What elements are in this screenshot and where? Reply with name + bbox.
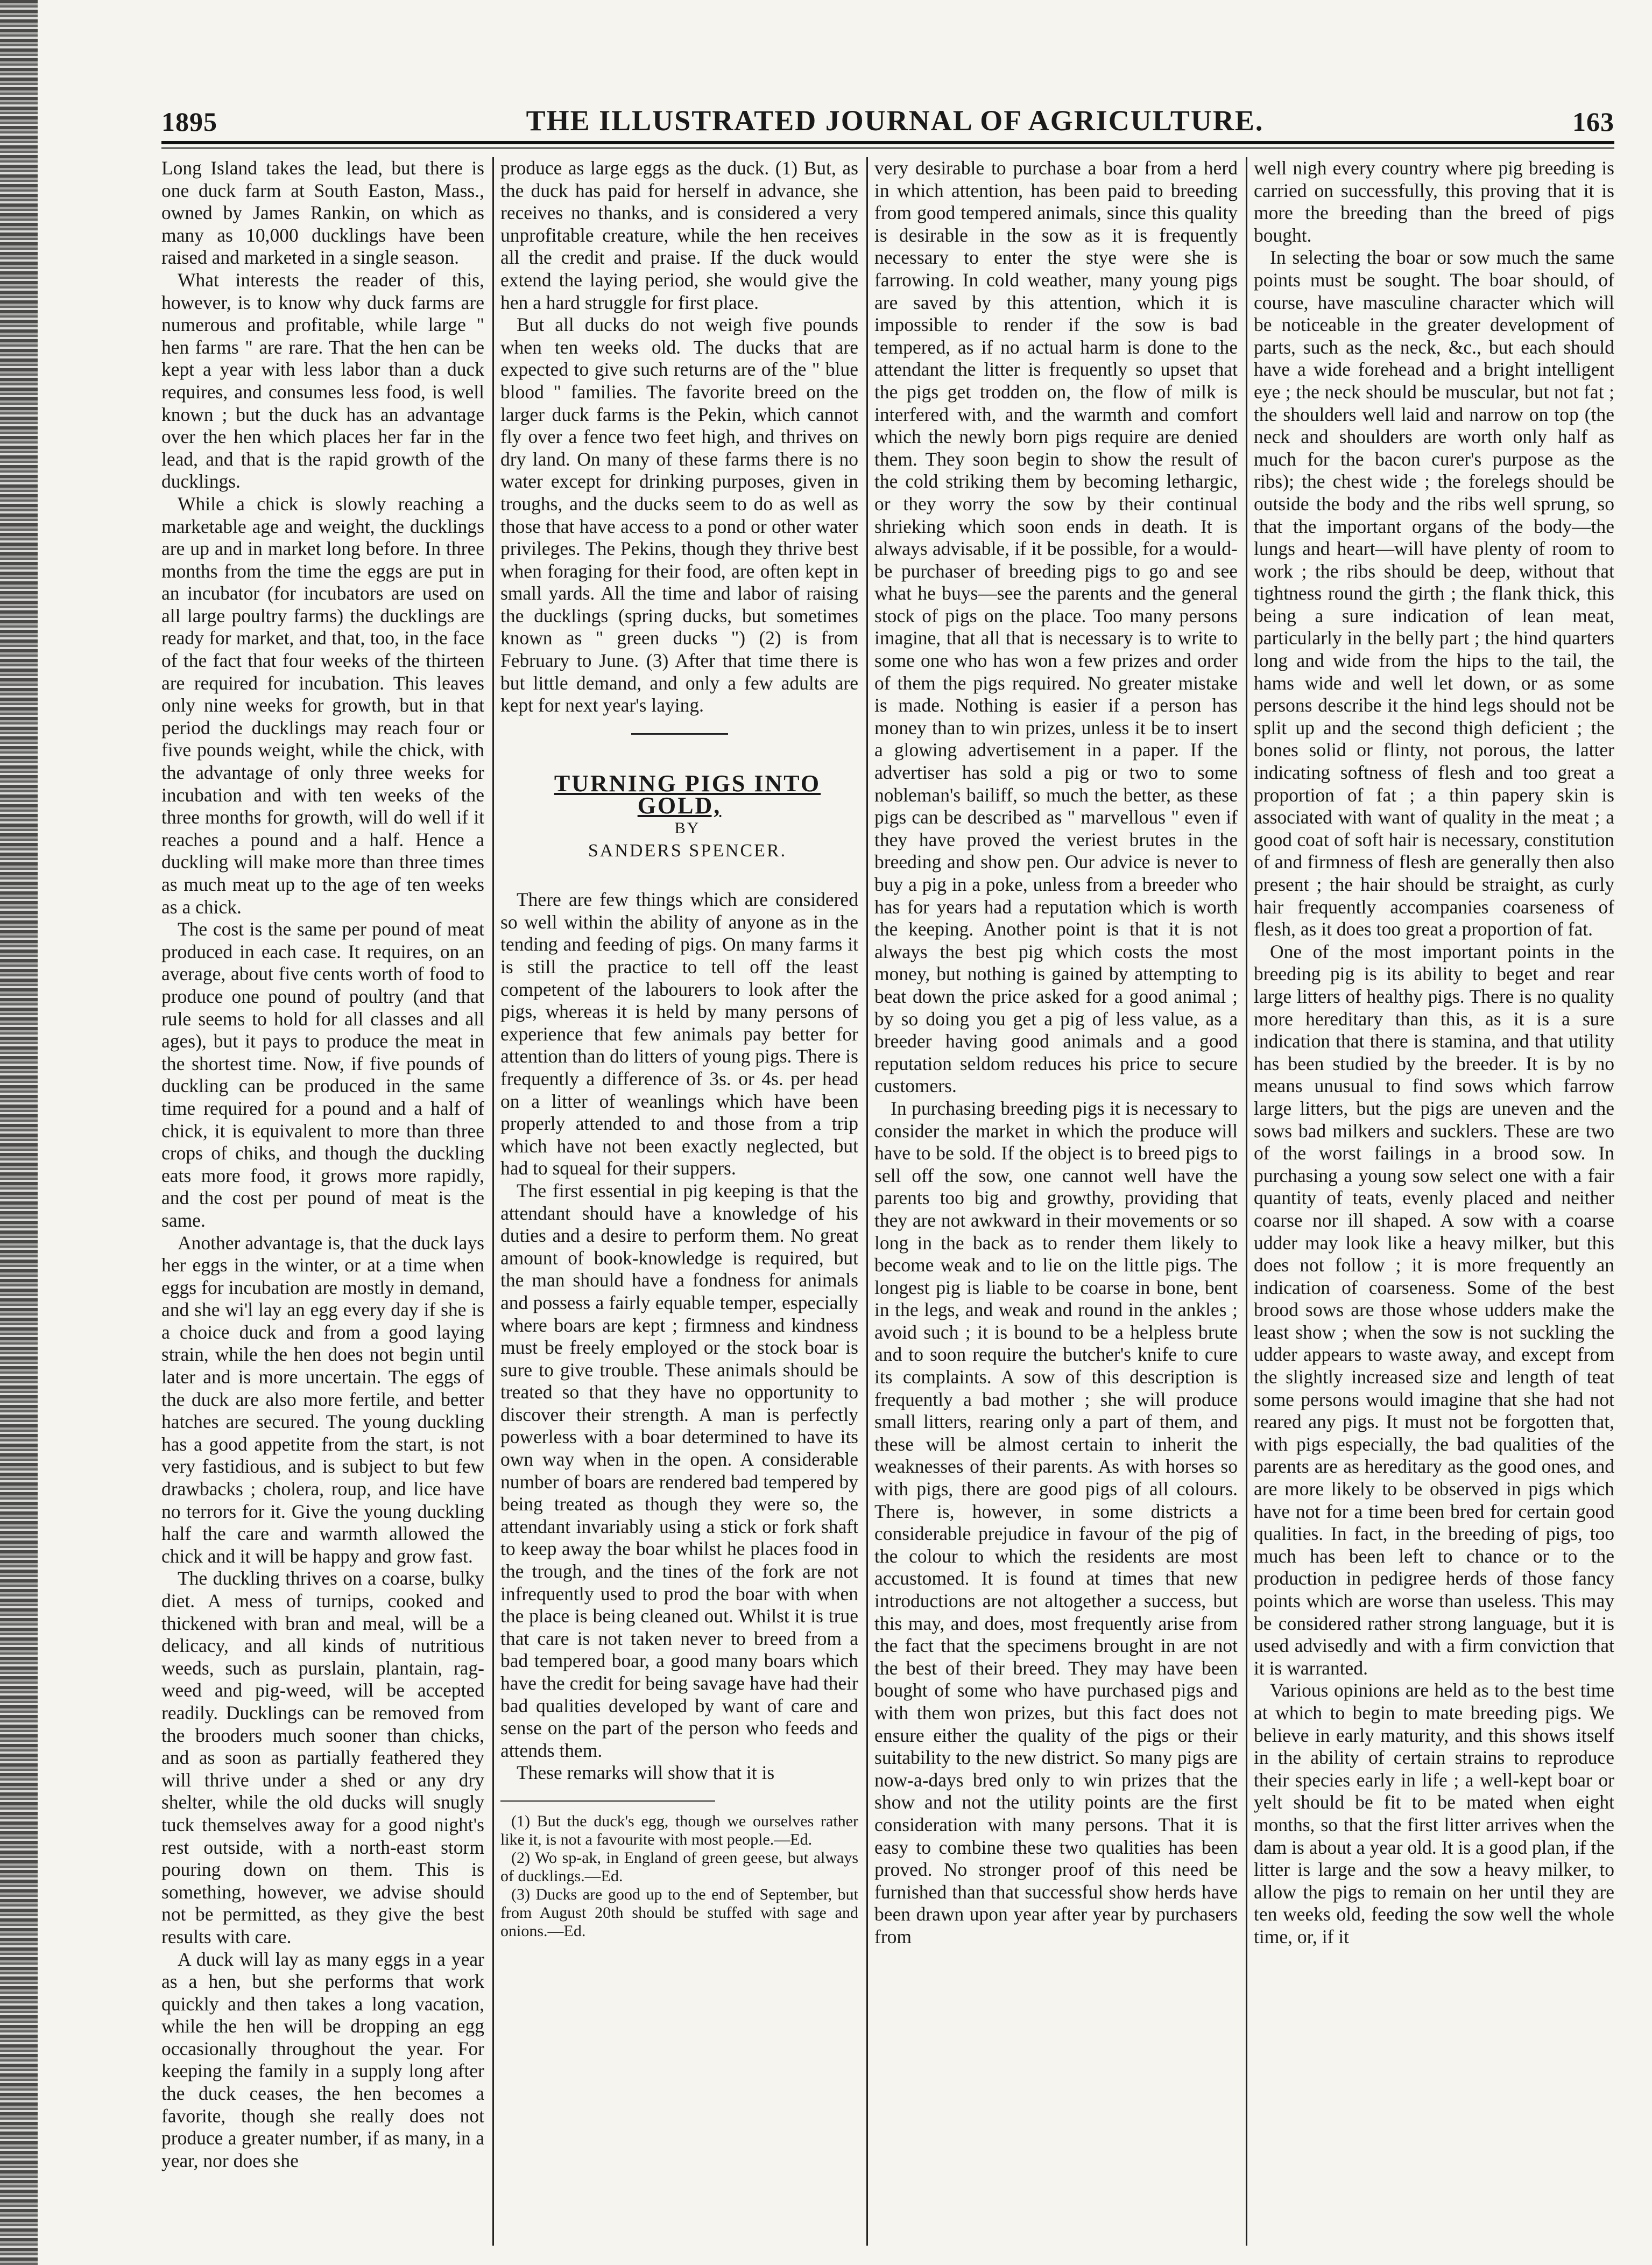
article-author: SANDERS SPENCER. [588,840,787,861]
footnote-rule [500,1800,715,1802]
header-rule-thick [161,141,1614,144]
paragraph: These remarks will show that it is [517,1762,775,1784]
paragraph: But all ducks do not weigh five pounds when ten weeks old. The ducks that are expected to give such returns are of the " blue blood " families. The favorite breed on the larger duck farms is the Pekin, which cannot fly over a fence two feet high, and thrives on dry land. On many of these farms there is no water except for drinking purposes, given in troughs, and the ducks seem to do as well as those that have access to a pond or other water privileges. The Pekins, though they thrive best when foraging for their food, are often kept in small yards. All the time and labor of raising the ducklings (spring ducks, but sometimes known as " green ducks ") (2) is from February to June. (3) After that time there is but little demand, and only a few adults are kept for next year's laying. [500,314,858,716]
journal-title: THE ILLUSTRATED JOURNAL OF AGRICULTURE. [526,104,1264,137]
page-number: 163 [1572,107,1614,137]
paragraph: The duckling thrives on a coarse, bulky diet. A mess of turnips, cooked and thickened with bran and meal, will be a delicacy, and all kinds of nutritious weeds, such as purslain, plantain, rag-weed and pig-weed, will be accepted readily. Ducklings can be removed from the brooders much sooner than chicks, and as soon as partially feathered they will thrive under a shed or any dry shelter, while the old ducks will snugly tuck themselves away for a good night's rest outside, with a north-east storm pouring down on them. This is something, however, we advise should not be permitted, as they give the best results with care. [161,1567,484,1947]
header-rule-thin [161,147,1614,149]
paragraph: One of the most important points in the breeding pig is its ability to beget and rear large litters of healthy pigs. There is no quality more hereditary than this, as it is a sure indication that there is stamina, and that utility has been studied by the breeder. It is by no means unusual to find sows which farrow large litters, but the pigs are uneven and the sows bad milkers and sucklers. These are two of the worst failings in a brood sow. In purchasing a young sow select one with a fair quantity of teats, evenly placed and neither coarse nor ill shaped. A sow with a coarse udder may look like a heavy milker, but this does not follow ; it is more frequently an indication of coarseness. Some of the best brood sows are those whose udders make the least show ; when the sow is not suckling the udder appears to waste away, and except from the slightly increased size and length of teat some persons would imagine that she had not reared any pigs. It must not be forgotten that, with pigs especially, the bad qualities of the parents are as hereditary as the good ones, and are more likely to be observed in pigs which have not for a time been bred for certain good qualities. In fact, in the breeding of pigs, too much has been left to chance or to the production in pedigree herds of those fancy points which are worse than useless. This may be considered rather strong language, but it is used advisedly and with a firm conviction that it is warranted. [1254,940,1614,1679]
page-header [161,86,1614,137]
paragraph: very desirable to purchase a boar from a herd in which attention, has been paid to breeding from good tempered animals, since this quality is desirable in the sow as it is frequently necessary to enter the stye were she is farrowing. In cold weather, many young pigs are saved by this attention, which it is impossible to render if the sow is bad tempered, as if no actual harm is done to the attendant the litter is frequently so upset that the pigs get trodden on, the flow of milk is interfered with, and the warmth and comfort which the newly born pigs require are denied them. They soon begin to show the result of the cold striking them by becoming lethargic, or they worry the sow by their continual shrieking which soon ends in death. It is always advisable, if it be possible, for a would-be purchaser of breeding pigs to go and see what he buys—see the parents and the general stock of pigs on the place. Too many persons imagine, that all that is necessary is to write to some one who has won a few prizes and order of them the pigs required. No greater mistake is made. Nothing is easier if a person has money than to win prizes, unless it be to insert a glowing advertisement in a paper. If the advertiser has sold a pig or two to some nobleman's bailiff, so much the better, as these pigs can be described as " marvellous " even if they have proved the veriest brutes in the breeding and show pen. Our advice is never to buy a pig in a poke, unless from a breeder who has for years had a reputation which is worth the keeping. Another point is that it is not always the best pig which costs the most money, but nothing is gained by attempting to beat down the price asked for a good animal ; by so doing you get a pig of less value, as a breeder having good animals and a good reputation seldom reduces his price to secure customers. [874,157,1238,1097]
footnote: (2) Wo sp-ak, in England of green geese, but always of ducklings.—Ed. [500,1848,858,1885]
paragraph: What interests the reader of this, however, is to know why duck farms are numerous and profitable, while large " hen farms " are rare. That the hen can be kept a year with less labor than a duck requires, and consumes less food, is well known ; but the duck has an advantage over the hen which places her far in the lead, and that is the rapid growth of the ducklings. [161,269,484,493]
column-4 [1254,157,1614,2256]
header-year: 1895 [161,107,217,137]
article-title: TURNING PIGS INTO GOLD, [554,770,821,819]
footnote: (1) But the duck's egg, though we ourselves rather like it, is not a favourite with most people.—Ed. [500,1812,858,1848]
column-divider [1246,157,1247,2246]
column-divider [492,157,494,2246]
section-ornament [631,733,728,740]
paragraph: In selecting the boar or sow much the same points must be sought. The boar should, of course, have masculine character which will be noticeable in the greater development of parts, such as the neck, &c., but each should have a wide forehead and a bright intelligent eye ; the neck should be muscular, but not fat ; the shoulders well laid and narrow on top (the neck and shoulders are worth only half as much for the bacon curer's purpose as the ribs); the chest wide ; the forelegs should be outside the body and the ribs well sprung, so that the important organs of the body—the lungs and heart—will have plenty of room to work ; the ribs should be deep, without that tightness round the girth ; the flank thick, this being a sure indication of lean meat, particularly in the belly part ; the hind quarters long and wide from the hips to the tail, the hams wide and well let down, or as some persons describe it the hind legs should not be split up and the second thigh deficient ; the bones solid or flinty, not porous, the latter indicating softness of flesh and too great a proportion of fat ; a thin papery skin is associated with want of quality in the meat ; a good coat of soft hair is necessary, constitution of and firmness of flesh are generally then also present ; the hair should be straight, as curly hair frequently accompanies coarseness of flesh, as it does too great a proportion of fat. [1254,247,1614,940]
page-binding-edge [0,0,38,2265]
paragraph: well nigh every country where pig breeding is carried on successfully, this proving that it is more the breeding than the breed of pigs bought. [1254,157,1614,246]
paragraph: A duck will lay as many eggs in a year as a hen, but she performs that work quickly and then takes a long vacation, while the hen will be dropping an egg occasionally throughout the year. For keeping the family in a supply long after the duck ceases, the hen becomes a favorite, though she really does not produce a greater number, if as many, in a year, nor does she [161,1948,484,2171]
paragraph: The cost is the same per pound of meat produced in each case. It requires, on an average, about five cents worth of food to produce one pound of poultry (and that rule seems to hold for all classes and all ages), but it pays to produce the meat in the shortest time. Now, if five pounds of duckling can be produced in the same time required for a pound and a half of chick, it is equivalent to more than three crops of chiks, and though the duckling eats more food, it grows more rapidly, and the cost per pound of meat is the same. [161,918,484,1231]
footnotes [500,1812,858,1940]
column-divider [866,157,868,2246]
article-heading [500,733,858,862]
column-3 [874,157,1238,2256]
paragraph: The first essential in pig keeping is that the attendant should have a knowledge of his duties and a desire to perform them. No great amount of book-knowledge is required, but the man should have a fondness for animals and possess a fairly equable temper, especially where boars are kept ; firmness and kindness must be freely employed or the stock boar is sure to give trouble. These animals should be treated so that they have no opportunity to discover their strength. A man is perfectly powerless with a boar determined to have its own way when in the open. A considerable number of boars are rendered bad tempered by being treated as though they were so, the attendant invariably using a stick or fork shaft to keep away the boar whilst he places food in the trough, and the tines of the fork are not infrequently used to prod the boar with when the place is being cleaned out. Whilst it is true that care is not taken never to breed from a bad tempered boar, a good many boars which have the credit for being savage have had their bad qualities developed by want of care and sense on the part of the person who feeds and attends them. [500,1179,858,1761]
paragraph: Various opinions are held as to the best time at which to begin to mate breeding pigs. We believe in early maturity, and this shows itself in the ability of certain strains to reproduce their species early in life ; a well-kept boar or yelt should be fit to be mated when eight months, so that the first litter arrives when the dam is about a year old. It is a good plan, if the litter is large and the sow a heavy milker, to allow the pigs to remain on her until they are ten weeks old, feeding the sow well the whole time, or, if it [1254,1679,1614,1947]
footnote: (3) Ducks are good up to the end of September, but from August 20th should be stuffed with sage and onions.—Ed. [500,1885,858,1940]
column-2 [500,157,858,2256]
paragraph: In purchasing breeding pigs it is necessary to consider the market in which the produce will have to be sold. If the object is to breed pigs to sell off the sow, one cannot well have the parents too big and growthy, providing that they are not awkward in their movements or so long in the back as to render them likely to become weak and to lie on the little pigs. The longest pig is liable to be coarse in bone, bent in the legs, and weak and round in the ankles ; avoid such ; it is bound to be a helpless brute and to soon require the butcher's knife to cure its complaints. A sow of this description is frequently a bad mother ; she will produce small litters, rearing only a part of them, and these will be almost certain to inherit the weaknesses of their parents. As with horses so with pigs, there are good pigs of all colours. There is, however, in some districts a considerable prejudice in favour of the pig of the colour to which the residents are most accustomed. It is found at times that new introductions are not altogether a success, but this may, and does, most frequently arise from the fact that the specimens brought in are not the best of their breed. They may have been bought of some who have purchased pigs and with them won prizes, but this fact does not ensure either the quality of the pigs or their suitability to the new district. So many pigs are now-a-days bred only to win prizes that the show and not the utility points are the first consideration with many persons. That it is easy to combine these two qualities has been proved. No stronger proof of this need be furnished than that successful show herds have been drawn upon year after year by purchasers from [874,1097,1238,1947]
column-1 [161,157,484,2256]
article-byline: BY [674,819,701,838]
paragraph: There are few things which are considered so well within the ability of anyone as in the tending and feeding of pigs. On many farms it is still the practice to tell off the least competent of the labourers to look after the pigs, whereas it is held by many persons of experience that few animals pay better for attention than do litters of young pigs. There is frequently a difference of 3s. or 4s. per head on a litter of weanlings which have been properly attended to and those from a trip which have not been exactly neglected, but had to squeal for their suppers. [500,889,858,1179]
paragraph: While a chick is slowly reaching a marketable age and weight, the ducklings are up and in market long before. In three months from the time the eggs are put in an incubator (for incubators are used on all large poultry farms) the ducklings are ready for market, and that, too, in the face of the fact that four weeks of the thirteen are required for incubation. This leaves only nine weeks for growth, but in that period the ducklings may reach four or five pounds weight, while the chick, with the advantage of only three weeks for incubation and with ten weeks of the three months for growth, will do well if it reaches a pound and a half. Hence a duckling will make more than three times as much meat up to the age of ten weeks as a chick. [161,493,484,918]
paragraph: produce as large eggs as the duck. (1) But, as the duck has paid for herself in advance, she receives no thanks, and is considered a very unprofitable creature, while the hen receives all the credit and praise. If the duck would extend the laying period, she would give the hen a hard struggle for first place. [500,157,858,313]
paragraph: Another advantage is, that the duck lays her eggs in the winter, or at a time when eggs for incubation are mostly in demand, and she wi'l lay an egg every day if she is a choice duck and from a good laying strain, while the hen does not begin until later and is more uncertain. The eggs of the duck are also more fertile, and better hatches are secured. The young duckling has a good appetite from the start, is not very fastidious, and is subject to but few drawbacks ; cholera, roup, and lice have no terrors for it. Give the young duckling half the care and warmth allowed the chick and it will be happy and grow fast. [161,1232,484,1567]
paragraph: Long Island takes the lead, but there is one duck farm at South Easton, Mass., owned by James Rankin, on which as many as 10,000 ducklings have been raised and marketed in a single season. [161,157,484,269]
